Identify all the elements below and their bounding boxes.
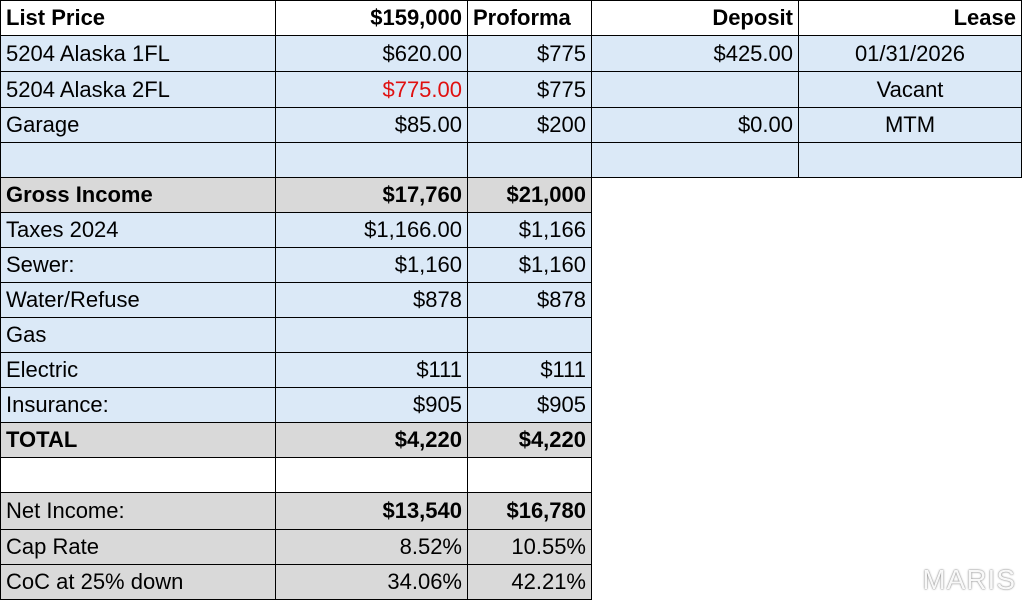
unit-lease: Vacant (799, 72, 1022, 108)
expense-label: Electric (0, 353, 276, 388)
net-income-current: $13,540 (276, 493, 468, 530)
empty-cell (276, 458, 468, 493)
coc-proforma: 42.21% (468, 565, 592, 600)
cap-rate-label: Cap Rate (0, 530, 276, 565)
total-proforma: $4,220 (468, 423, 592, 458)
expense-label: Gas (0, 318, 276, 353)
gross-income-proforma: $21,000 (468, 178, 592, 213)
expense-current: $1,166.00 (276, 213, 468, 248)
unit-rent: $620.00 (276, 36, 468, 72)
unit-name: Garage (0, 108, 276, 143)
cap-rate-current: 8.52% (276, 530, 468, 565)
unit-proforma: $775 (468, 72, 592, 108)
empty-cell (276, 143, 468, 178)
net-income-proforma: $16,780 (468, 493, 592, 530)
expense-proforma: $1,166 (468, 213, 592, 248)
expense-proforma: $1,160 (468, 248, 592, 283)
empty-cell (468, 458, 592, 493)
total-label: TOTAL (0, 423, 276, 458)
unit-lease: 01/31/2026 (799, 36, 1022, 72)
header-lease: Lease (799, 0, 1022, 36)
maris-watermark: MARIS (922, 564, 1016, 595)
unit-deposit: $425.00 (592, 36, 799, 72)
expense-proforma: $878 (468, 283, 592, 318)
expense-current: $111 (276, 353, 468, 388)
header-deposit: Deposit (592, 0, 799, 36)
expense-current (276, 318, 468, 353)
expense-proforma (468, 318, 592, 353)
expense-current: $905 (276, 388, 468, 423)
coc-current: 34.06% (276, 565, 468, 600)
unit-deposit (592, 72, 799, 108)
expense-label: Sewer: (0, 248, 276, 283)
empty-cell (0, 458, 276, 493)
header-list-price-value: $159,000 (276, 0, 468, 36)
expense-current: $1,160 (276, 248, 468, 283)
gross-income-label: Gross Income (0, 178, 276, 213)
expense-label: Taxes 2024 (0, 213, 276, 248)
empty-cell (799, 143, 1022, 178)
expense-label: Water/Refuse (0, 283, 276, 318)
header-proforma: Proforma (468, 0, 592, 36)
empty-cell (0, 143, 276, 178)
empty-cell (468, 143, 592, 178)
expense-proforma: $905 (468, 388, 592, 423)
unit-name: 5204 Alaska 1FL (0, 36, 276, 72)
header-list-price-label: List Price (0, 0, 276, 36)
total-current: $4,220 (276, 423, 468, 458)
gross-income-current: $17,760 (276, 178, 468, 213)
unit-rent: $85.00 (276, 108, 468, 143)
cap-rate-proforma: 10.55% (468, 530, 592, 565)
expense-label: Insurance: (0, 388, 276, 423)
expense-proforma: $111 (468, 353, 592, 388)
unit-proforma: $200 (468, 108, 592, 143)
unit-rent: $775.00 (276, 72, 468, 108)
expense-current: $878 (276, 283, 468, 318)
empty-cell (592, 143, 799, 178)
unit-lease: MTM (799, 108, 1022, 143)
net-income-label: Net Income: (0, 493, 276, 530)
unit-deposit: $0.00 (592, 108, 799, 143)
unit-proforma: $775 (468, 36, 592, 72)
coc-label: CoC at 25% down (0, 565, 276, 600)
unit-name: 5204 Alaska 2FL (0, 72, 276, 108)
